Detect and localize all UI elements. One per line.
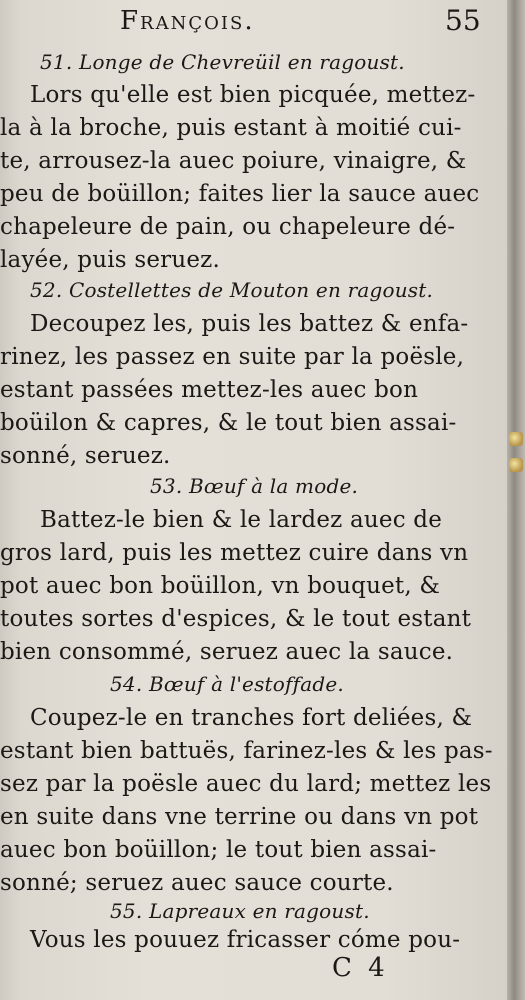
text-line: auec bon boüillon; le tout bien assai- [0,837,437,863]
recipe-heading: 55. Lapreaux en ragoust. [110,899,370,923]
clasp-icon [509,458,523,472]
recipe-heading: 53. Bœuf à la mode. [150,474,359,498]
text-line: Battez-le bien & le lardez auec de [40,507,443,533]
book-fore-edge [507,0,525,1000]
recipe-heading: 51. Longe de Chevreüil en ragoust. [40,50,405,74]
text-line: rinez, les passez en suite par la poësle, [0,344,465,370]
text-line: la à la broche, puis estant à moitié cui- [0,115,462,141]
text-line: boüilon & capres, & le tout bien assai- [0,410,457,436]
text-line: estant passées mettez-les auec bon [0,377,419,403]
text-line: Vous les pouuez fricasser cóme pou- [30,927,461,953]
text-line: sez par la poësle auec du lard; mettez les [0,771,492,797]
text-line: chapeleure de pain, ou chapeleure dé- [0,214,456,240]
text-line: te, arrousez-la auec poiure, vinaigre, & [0,148,467,174]
text-line: Lors qu'elle est bien picquée, mettez- [30,82,476,108]
text-line: peu de boüillon; faites lier la sauce auec [0,181,480,207]
recipe-heading: 52. Costellettes de Mouton en ragoust. [30,278,434,302]
running-title: François. [120,6,255,36]
text-line: sonné; seruez auec sauce courte. [0,870,394,896]
text-line: sonné, seruez. [0,443,171,469]
text-line: layée, puis seruez. [0,247,220,273]
text-line: en suite dans vne terrine ou dans vn pot [0,804,479,830]
text-line: pot auec bon boüillon, vn bouquet, & [0,573,441,599]
text-line: bien consommé, seruez auec la sauce. [0,639,454,665]
text-line: Coupez-le en tranches fort deliées, & [30,705,473,731]
text-line: estant bien battuës, farinez-les & les pas- [0,738,493,764]
page-number: 55 [445,4,481,37]
text-line: Decoupez les, puis les battez & enfa- [30,311,469,337]
text-line: toutes sortes d'espices, & le tout estant [0,606,472,632]
recipe-heading: 54. Bœuf à l'estoffade. [110,672,344,696]
text-line: gros lard, puis les mettez cuire dans vn [0,540,469,566]
clasp-icon [509,432,523,446]
signature-mark: C 4 [332,953,389,983]
running-header [0,2,507,42]
